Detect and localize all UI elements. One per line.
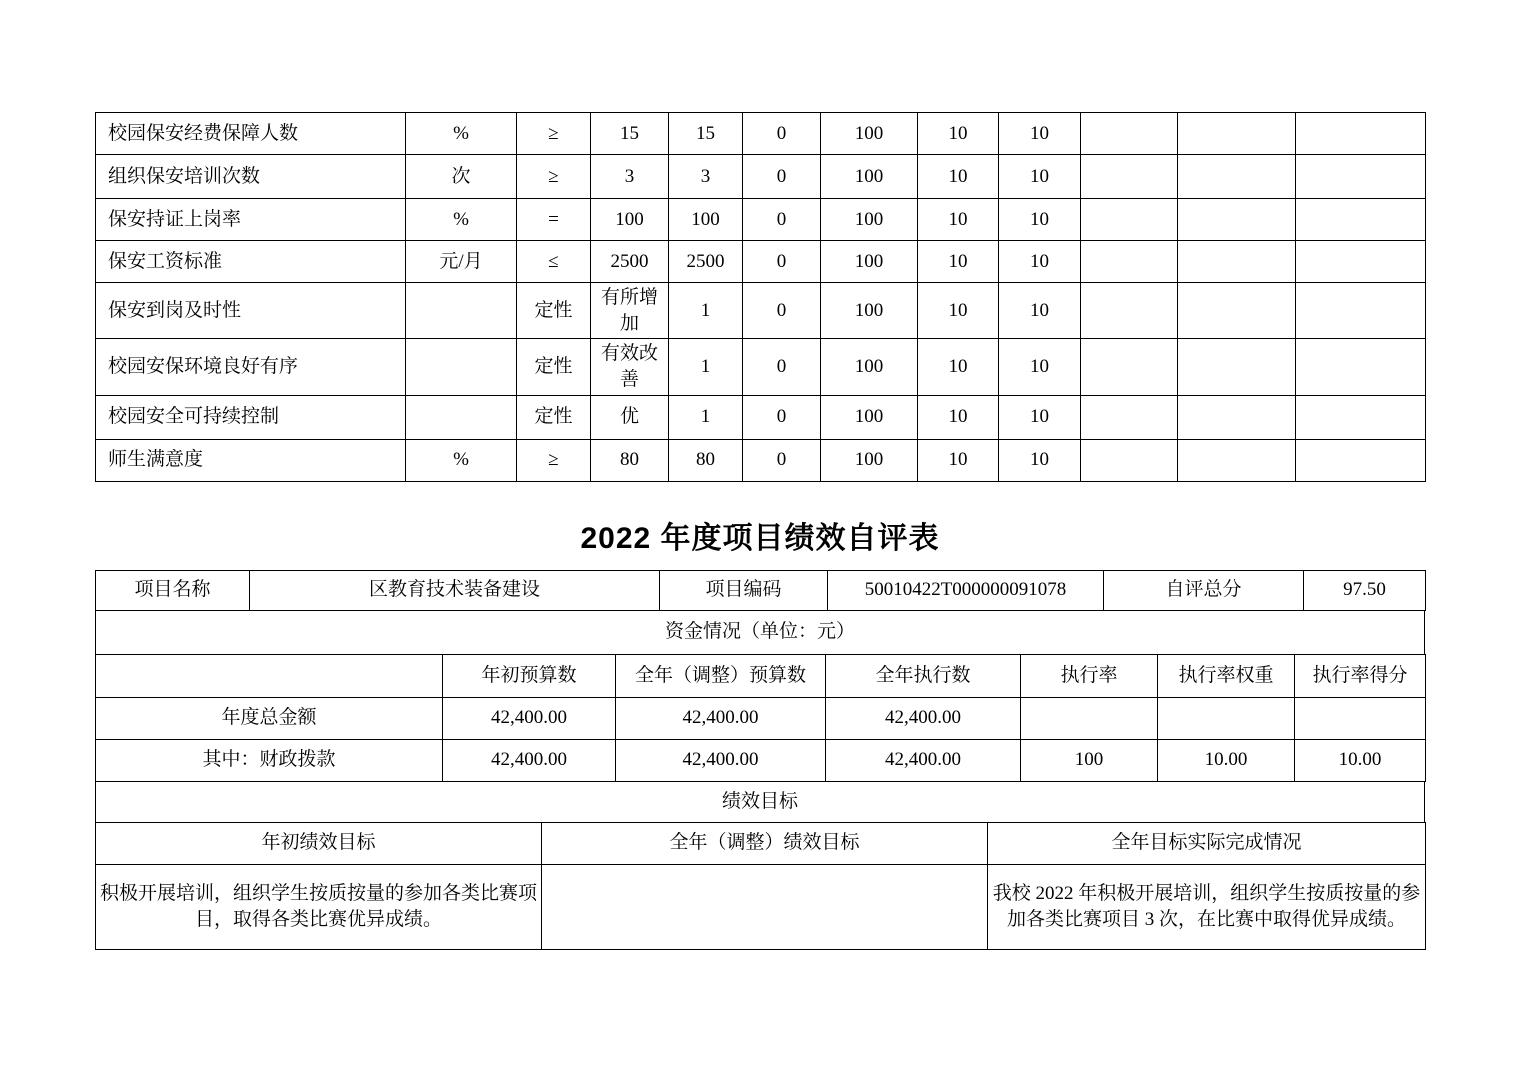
indicator-cell-extra2	[1178, 199, 1296, 241]
indicator-cell-score: 10	[999, 113, 1081, 155]
actual-completion-text: 我校 2022 年积极开展培训，组织学生按质按量的参加各类比赛项目 3 次，在比赛中取得优异成绩。	[988, 864, 1426, 949]
indicator-cell-actual: 2500	[669, 241, 743, 283]
indicator-cell-method: ≤	[517, 241, 591, 283]
indicator-cell-unit: %	[406, 113, 517, 155]
indicator-cell-rate: 100	[821, 339, 918, 395]
goals-band-table	[95, 781, 1425, 823]
indicator-cell-weight: 10	[918, 283, 999, 339]
indicator-cell-weight: 10	[918, 241, 999, 283]
indicator-cell-unit	[406, 339, 517, 395]
funding-band-row	[96, 610, 1425, 654]
goals-header-adjusted: 全年（调整）绩效目标	[542, 822, 988, 864]
indicator-cell-score: 10	[999, 283, 1081, 339]
indicator-cell-rate: 100	[821, 155, 918, 199]
indicator-cell-extra3	[1296, 283, 1426, 339]
self-eval-header-table	[95, 570, 1426, 611]
indicator-cell-weight: 10	[918, 155, 999, 199]
indicator-cell-name: 校园安全可持续控制	[96, 395, 406, 439]
indicator-cell-target: 15	[591, 113, 669, 155]
indicator-row	[96, 283, 1426, 339]
indicator-cell-extra3	[1296, 199, 1426, 241]
indicator-cell-actual: 15	[669, 113, 743, 155]
indicator-cell-actual: 3	[669, 155, 743, 199]
indicator-cell-unit	[406, 283, 517, 339]
funding-fiscal-rate: 100	[1021, 739, 1158, 781]
project-name-value: 区教育技术装备建设	[250, 570, 660, 610]
project-code-label: 项目编码	[660, 570, 828, 610]
indicator-cell-extra3	[1296, 241, 1426, 283]
funding-header-initial: 年初预算数	[443, 654, 616, 697]
indicator-cell-name: 保安持证上岗率	[96, 199, 406, 241]
funding-total-weight	[1158, 697, 1295, 739]
indicator-cell-method: =	[517, 199, 591, 241]
indicator-cell-target: 2500	[591, 241, 669, 283]
indicator-table-body	[96, 113, 1426, 482]
indicator-cell-rate: 100	[821, 395, 918, 439]
indicator-cell-actual: 1	[669, 283, 743, 339]
indicator-cell-name: 师生满意度	[96, 439, 406, 481]
indicator-cell-rate: 100	[821, 283, 918, 339]
indicator-cell-extra3	[1296, 339, 1426, 395]
indicator-cell-extra2	[1178, 439, 1296, 481]
indicator-cell-unit: %	[406, 199, 517, 241]
indicator-cell-target: 有所增加	[591, 283, 669, 339]
indicator-cell-target: 有效改善	[591, 339, 669, 395]
indicator-cell-rate: 100	[821, 199, 918, 241]
indicator-cell-extra1	[1081, 155, 1178, 199]
indicator-row	[96, 155, 1426, 199]
indicator-cell-deviation: 0	[743, 395, 821, 439]
project-header-row	[96, 570, 1426, 610]
indicator-cell-weight: 10	[918, 113, 999, 155]
indicator-cell-extra3	[1296, 113, 1426, 155]
indicator-cell-target: 100	[591, 199, 669, 241]
indicator-cell-extra2	[1178, 339, 1296, 395]
initial-goal-text: 积极开展培训，组织学生按质按量的参加各类比赛项目，取得各类比赛优异成绩。	[96, 864, 542, 949]
funding-fiscal-weight: 10.00	[1158, 739, 1295, 781]
indicator-cell-score: 10	[999, 395, 1081, 439]
indicator-cell-unit: 元/月	[406, 241, 517, 283]
indicator-cell-extra2	[1178, 155, 1296, 199]
page-title: 2022 年度项目绩效自评表	[580, 521, 940, 555]
project-code-value: 50010422T000000091078	[828, 570, 1104, 610]
indicator-cell-method: 定性	[517, 339, 591, 395]
indicator-row	[96, 199, 1426, 241]
funding-fiscal-label: 其中：财政拨款	[96, 739, 443, 781]
indicator-cell-extra2	[1178, 395, 1296, 439]
indicator-cell-target: 80	[591, 439, 669, 481]
indicator-row	[96, 113, 1426, 155]
indicator-cell-method: ≥	[517, 113, 591, 155]
goals-header-row	[96, 822, 1426, 864]
indicator-cell-rate: 100	[821, 241, 918, 283]
indicator-cell-score: 10	[999, 339, 1081, 395]
indicator-cell-extra1	[1081, 199, 1178, 241]
funding-total-row	[96, 697, 1426, 739]
funding-header-rate-score: 执行率得分	[1295, 654, 1426, 697]
indicator-cell-score: 10	[999, 155, 1081, 199]
indicator-cell-extra1	[1081, 241, 1178, 283]
funding-total-initial: 42,400.00	[443, 697, 616, 739]
indicator-cell-deviation: 0	[743, 339, 821, 395]
indicator-row	[96, 339, 1426, 395]
indicator-cell-deviation: 0	[743, 199, 821, 241]
self-score-label: 自评总分	[1104, 570, 1304, 610]
goals-section-title: 绩效目标	[96, 781, 1425, 822]
indicator-cell-name: 保安工资标准	[96, 241, 406, 283]
funding-header-rate-weight: 执行率权重	[1158, 654, 1295, 697]
indicator-cell-extra3	[1296, 395, 1426, 439]
indicator-cell-extra3	[1296, 439, 1426, 481]
indicator-cell-score: 10	[999, 241, 1081, 283]
funding-band-table	[95, 610, 1425, 655]
indicator-cell-deviation: 0	[743, 283, 821, 339]
indicator-cell-actual: 1	[669, 395, 743, 439]
indicator-cell-weight: 10	[918, 339, 999, 395]
project-name-label: 项目名称	[96, 570, 250, 610]
indicator-cell-method: ≥	[517, 155, 591, 199]
goals-header-initial: 年初绩效目标	[96, 822, 542, 864]
indicator-cell-extra2	[1178, 241, 1296, 283]
indicator-cell-actual: 80	[669, 439, 743, 481]
indicator-cell-deviation: 0	[743, 439, 821, 481]
indicator-cell-name: 保安到岗及时性	[96, 283, 406, 339]
funding-header-row	[96, 654, 1426, 697]
indicator-row	[96, 395, 1426, 439]
goals-content-row	[96, 864, 1426, 949]
funding-fiscal-score: 10.00	[1295, 739, 1426, 781]
funding-header-executed: 全年执行数	[826, 654, 1021, 697]
indicator-cell-method: 定性	[517, 395, 591, 439]
goals-table	[95, 822, 1426, 950]
indicator-cell-actual: 1	[669, 339, 743, 395]
funding-header-empty	[96, 654, 443, 697]
funding-total-label: 年度总金额	[96, 697, 443, 739]
indicator-cell-deviation: 0	[743, 113, 821, 155]
indicator-cell-actual: 100	[669, 199, 743, 241]
funding-section-title: 资金情况（单位：元）	[96, 610, 1425, 654]
funding-fiscal-row	[96, 739, 1426, 781]
indicator-cell-extra3	[1296, 155, 1426, 199]
indicator-table	[95, 112, 1426, 482]
self-score-value: 97.50	[1304, 570, 1426, 610]
goals-band-row	[96, 781, 1425, 822]
indicator-cell-target: 优	[591, 395, 669, 439]
indicator-cell-weight: 10	[918, 439, 999, 481]
indicator-cell-name: 校园保安经费保障人数	[96, 113, 406, 155]
funding-fiscal-executed: 42,400.00	[826, 739, 1021, 781]
indicator-cell-name: 组织保安培训次数	[96, 155, 406, 199]
indicator-row	[96, 241, 1426, 283]
document-page	[95, 0, 1425, 950]
indicator-row	[96, 439, 1426, 481]
indicator-cell-weight: 10	[918, 199, 999, 241]
indicator-cell-score: 10	[999, 439, 1081, 481]
funding-header-rate: 执行率	[1021, 654, 1158, 697]
indicator-cell-extra1	[1081, 439, 1178, 481]
indicator-cell-method: 定性	[517, 283, 591, 339]
indicator-cell-extra1	[1081, 113, 1178, 155]
indicator-cell-target: 3	[591, 155, 669, 199]
indicator-cell-extra1	[1081, 283, 1178, 339]
indicator-cell-extra1	[1081, 339, 1178, 395]
indicator-cell-extra2	[1178, 113, 1296, 155]
funding-total-rate	[1021, 697, 1158, 739]
indicator-cell-rate: 100	[821, 113, 918, 155]
funding-header-adjusted: 全年（调整）预算数	[616, 654, 826, 697]
indicator-cell-score: 10	[999, 199, 1081, 241]
indicator-cell-unit: 次	[406, 155, 517, 199]
funding-table	[95, 654, 1426, 782]
indicator-cell-unit	[406, 395, 517, 439]
indicator-cell-extra2	[1178, 283, 1296, 339]
funding-total-executed: 42,400.00	[826, 697, 1021, 739]
adjusted-goal-text	[542, 864, 988, 949]
indicator-cell-extra1	[1081, 395, 1178, 439]
indicator-cell-weight: 10	[918, 395, 999, 439]
indicator-cell-method: ≥	[517, 439, 591, 481]
indicator-cell-unit: %	[406, 439, 517, 481]
indicator-cell-deviation: 0	[743, 155, 821, 199]
funding-fiscal-adjusted: 42,400.00	[616, 739, 826, 781]
indicator-cell-deviation: 0	[743, 241, 821, 283]
indicator-cell-rate: 100	[821, 439, 918, 481]
funding-total-score	[1295, 697, 1426, 739]
funding-total-adjusted: 42,400.00	[616, 697, 826, 739]
indicator-cell-name: 校园安保环境良好有序	[96, 339, 406, 395]
funding-fiscal-initial: 42,400.00	[443, 739, 616, 781]
goals-header-actual: 全年目标实际完成情况	[988, 822, 1426, 864]
